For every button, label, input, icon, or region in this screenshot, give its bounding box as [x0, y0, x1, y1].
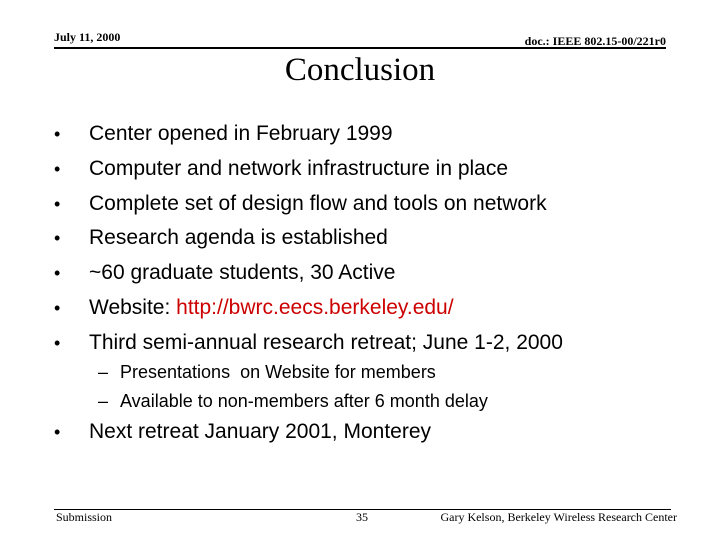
bullet-list [54, 117, 694, 361]
bullet-text: Next retreat January 2001, Monterey [89, 420, 432, 443]
bullet-text: Computer and network infrastructure in place [89, 156, 509, 180]
header-doc-id: doc.: IEEE 802.15-00/221r0 [524, 34, 666, 48]
bullet-item [54, 152, 694, 187]
footer-author: Gary Kelson, Berkeley Wireless Research Center [440, 510, 677, 524]
website-link[interactable]: http://bwrc.eecs.berkeley.edu/ [176, 295, 454, 319]
sub-bullet-text: Available to non-members after 6 month delay [120, 391, 488, 411]
bullet-text: Third semi-annual research retreat; June 1-2, 2000 [89, 330, 563, 354]
sub-bullet-text: Presentations on Website for members [120, 362, 436, 382]
bullet-marker: • [54, 332, 61, 353]
bullet-marker: • [54, 422, 61, 442]
bullet-text: Research agenda is established [89, 226, 388, 250]
bullet-item [54, 117, 694, 152]
bullet-marker: • [54, 124, 61, 144]
bullet-item [54, 187, 694, 222]
bullet-marker: • [54, 228, 61, 249]
header-date: July 11, 2000 [54, 30, 121, 44]
sub-bullet-marker: – [98, 362, 109, 382]
footer-page-number: 35 [356, 510, 368, 524]
bullet-marker: • [54, 158, 61, 179]
website-label: Website: [89, 295, 177, 319]
bullet-marker: • [54, 297, 61, 318]
bullet-marker: • [54, 193, 61, 214]
bullet-item [54, 221, 694, 256]
sub-bullet-item [98, 387, 488, 416]
bullet-text: Center opened in February 1999 [89, 122, 393, 145]
bullet-item [54, 326, 694, 361]
sub-bullet-list [98, 358, 488, 416]
bullet-item [54, 256, 694, 291]
bullet-text: Complete set of design flow and tools on network [89, 191, 547, 215]
bullet-marker: • [54, 263, 61, 284]
slide-title: Conclusion [284, 52, 436, 88]
sub-bullet-item [98, 358, 488, 387]
footer-submission: Submission [56, 510, 113, 524]
bullet-text: ~60 graduate students, 30 Active [89, 261, 396, 285]
final-bullet-list [54, 415, 431, 449]
bullet-item [54, 415, 431, 449]
header-rule [54, 47, 666, 49]
bullet-item [54, 291, 694, 326]
sub-bullet-marker: – [98, 391, 109, 411]
